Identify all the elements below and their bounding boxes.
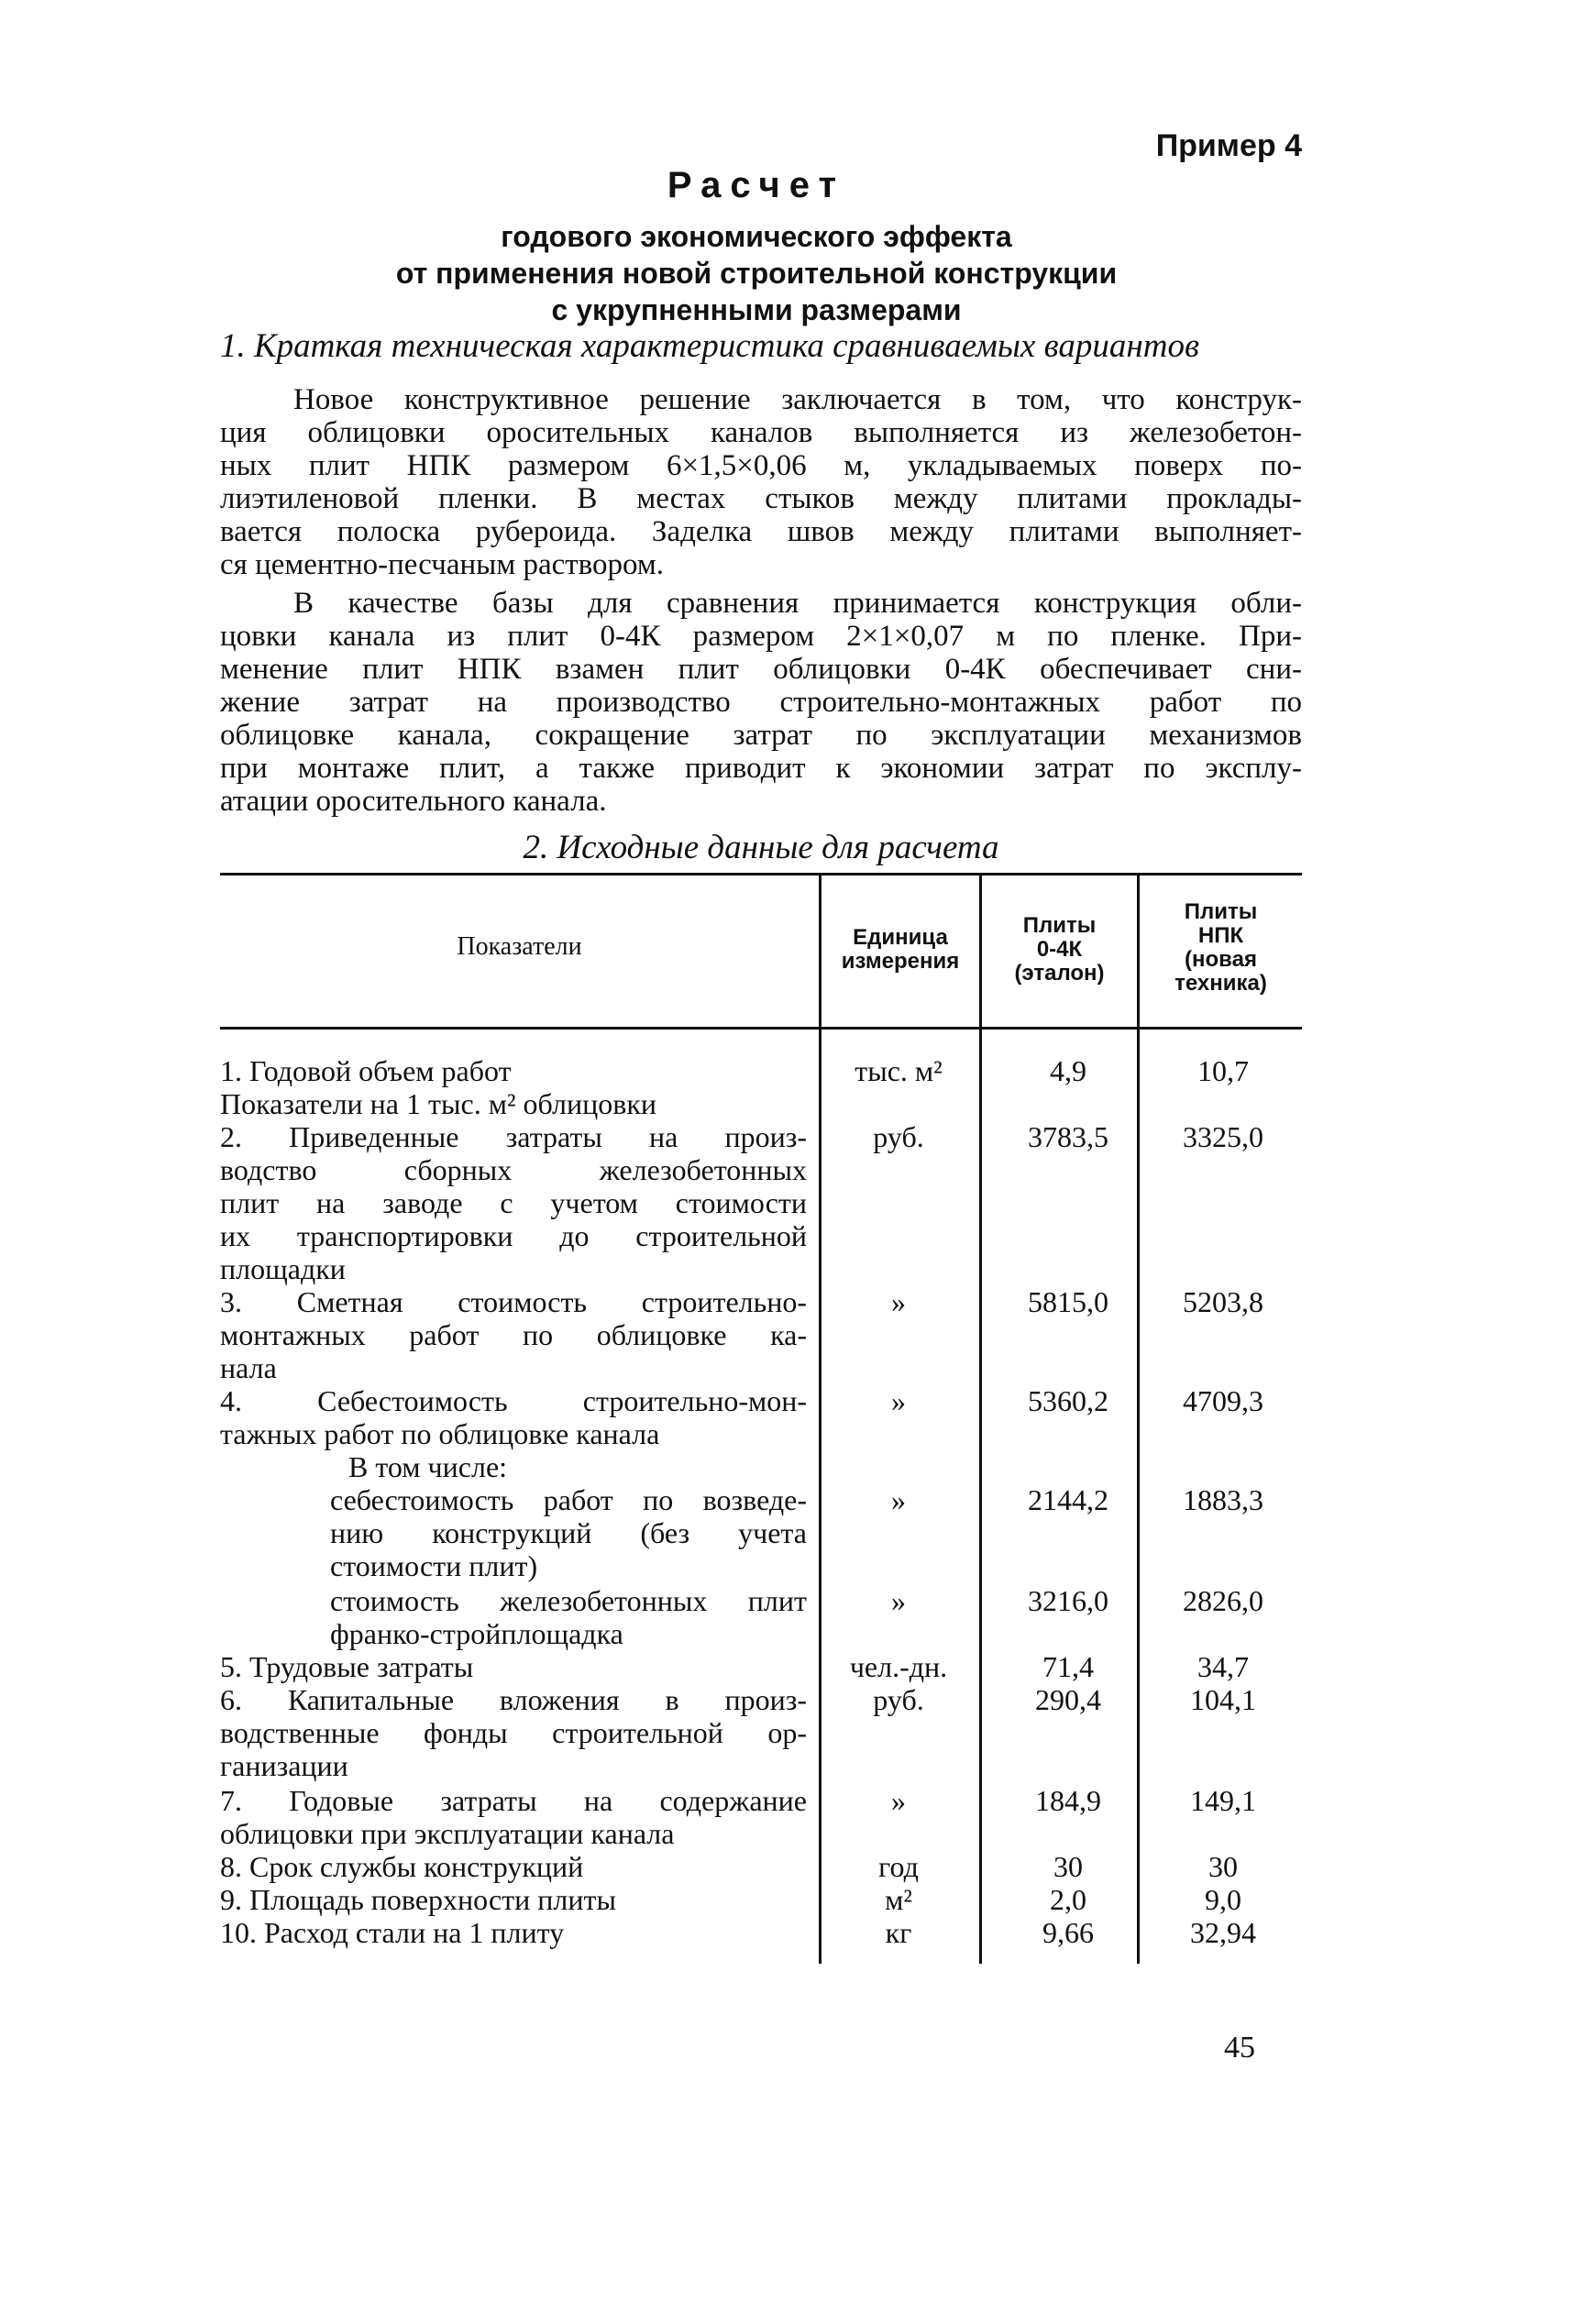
header-etalon: [982, 914, 1137, 986]
header-unit: [822, 926, 979, 974]
row-value-new: 10,7: [1197, 1054, 1249, 1087]
row-value-new: 30: [1208, 1850, 1238, 1883]
row-label: [220, 1120, 807, 1285]
column-divider: [819, 873, 822, 1964]
row-unit: »: [891, 1384, 906, 1417]
label-line: 10. Расход стали на 1 плиту: [220, 1916, 565, 1949]
subtitle-line: с укрупненными размерами: [551, 293, 962, 326]
label-line: себестоимость работ по возведе-: [330, 1483, 807, 1516]
text-line: ция облицовки оросительных каналов выполняется из железобетон-: [220, 416, 1302, 449]
row-value-etalon: 5815,0: [1028, 1285, 1108, 1318]
text-line: Новое конструктивное решение заключается в том, что конструк-: [293, 383, 1302, 416]
row-value-etalon: 9,66: [1042, 1916, 1094, 1949]
page-number: 45: [1224, 2031, 1255, 2065]
row-value-etalon: 3783,5: [1028, 1120, 1108, 1153]
header-indicators: Показатели: [457, 932, 582, 961]
row-value-etalon: 3216,0: [1028, 1584, 1108, 1617]
row-value-new: 3325,0: [1183, 1120, 1263, 1153]
row-value-etalon: 2,0: [1050, 1883, 1086, 1916]
text-line: вается полоска рубероида. Заделка швов между плитами выполняет-: [220, 515, 1302, 548]
row-value-new: 5203,8: [1183, 1285, 1263, 1318]
column-divider: [979, 873, 982, 1964]
header-new-tech: [1140, 900, 1302, 996]
section-heading-input-data: 2. Исходные данные для расчета: [523, 829, 999, 866]
table-header-rule: [220, 1027, 1302, 1030]
label-line: 8. Срок службы конструкций: [220, 1850, 584, 1883]
row-label: [220, 1384, 807, 1450]
row-value-etalon: 4,9: [1050, 1054, 1086, 1087]
row-label: [220, 1784, 807, 1850]
paragraph-new-design: [220, 383, 1302, 581]
row-unit: чел.-дн.: [849, 1650, 948, 1683]
text-line: ных плит НПК размером 6×1,5×0,06 м, укладываемых поверх по-: [220, 449, 1302, 482]
row-label: [220, 1883, 807, 1916]
row-label: [275, 1450, 807, 1483]
header-line: (эталон): [1014, 961, 1105, 986]
text-line: при монтаже плит, а также приводит к экономии затрат по эксплу-: [220, 752, 1302, 785]
row-value-new: 149,1: [1190, 1784, 1256, 1817]
label-line: 5. Трудовые затраты: [220, 1650, 474, 1683]
paragraph-base-comparison: [220, 587, 1302, 818]
row-unit: »: [891, 1784, 906, 1817]
label-line: ганизации: [220, 1749, 348, 1782]
table-top-rule: [220, 873, 1302, 876]
text-line: менение плит НПК взамен плит облицовки 0-4К обеспечивает сни-: [220, 653, 1302, 686]
row-value-new: 9,0: [1205, 1883, 1241, 1916]
row-value-etalon: 2144,2: [1028, 1483, 1108, 1516]
text-line: ся цементно-песчаным раствором.: [220, 548, 665, 581]
row-value-etalon: 184,9: [1035, 1784, 1101, 1817]
header-line: Плиты: [1022, 913, 1097, 938]
header-line: техника): [1174, 971, 1267, 996]
section-heading-characteristics: 1. Краткая техническая характеристика сравниваемых вариантов: [220, 327, 1200, 365]
row-label: [220, 1054, 807, 1087]
label-line: их транспортировки до строительной: [220, 1219, 807, 1252]
label-line: водство сборных железобетонных: [220, 1153, 807, 1186]
row-value-new: 32,94: [1190, 1916, 1256, 1949]
row-unit: кг: [885, 1916, 912, 1949]
label-line: нала: [220, 1351, 277, 1384]
row-label: [220, 1850, 807, 1883]
row-value-new: 2826,0: [1183, 1584, 1263, 1617]
row-label: [220, 1087, 807, 1120]
label-line: 4. Себестоимость строительно-мон-: [220, 1384, 807, 1417]
row-value-etalon: 5360,2: [1028, 1384, 1108, 1417]
row-value-etalon: 30: [1053, 1850, 1083, 1883]
row-label: [220, 1916, 807, 1949]
subtitle-line: от применения новой строительной конструкции: [395, 257, 1118, 290]
text-line: жение затрат на производство строительно-монтажных работ по: [220, 686, 1302, 719]
row-label: [220, 1683, 807, 1782]
row-unit: »: [891, 1483, 906, 1516]
document-subtitle: [220, 218, 1293, 328]
label-line: монтажных работ по облицовке ка-: [220, 1318, 807, 1351]
row-unit: руб.: [873, 1683, 924, 1716]
row-value-new: 34,7: [1197, 1650, 1249, 1683]
label-line: 3. Сметная стоимость строительно-: [220, 1285, 807, 1318]
label-line: стоимость железобетонных плит: [330, 1584, 807, 1617]
row-unit: »: [891, 1584, 906, 1617]
text-line: В качестве базы для сравнения принимается конструкция обли-: [293, 587, 1302, 620]
label-line: Показатели на 1 тыс. м² облицовки: [220, 1087, 657, 1120]
text-line: облицовке канала, сокращение затрат по эксплуатации механизмов: [220, 719, 1302, 752]
row-unit: тыс. м²: [855, 1054, 943, 1087]
row-label: [330, 1483, 807, 1582]
label-line: 2. Приведенные затраты на произ-: [220, 1120, 807, 1153]
label-line: водственные фонды строительной ор-: [220, 1716, 807, 1749]
label-line: нию конструкций (без учета: [330, 1516, 807, 1549]
row-unit: м²: [885, 1883, 912, 1916]
label-line: В том числе:: [348, 1450, 508, 1483]
row-value-new: 1883,3: [1183, 1483, 1263, 1516]
header-line: Плиты: [1184, 899, 1258, 924]
row-label: [220, 1285, 807, 1384]
header-line: (новая: [1185, 947, 1257, 972]
label-line: 9. Площадь поверхности плиты: [220, 1883, 616, 1916]
header-line: измерения: [841, 949, 960, 974]
example-label: Пример 4: [1155, 128, 1302, 163]
header-line: НПК: [1197, 923, 1244, 948]
label-line: 7. Годовые затраты на содержание: [220, 1784, 807, 1817]
text-line: атации оросительного канала.: [220, 785, 607, 818]
row-unit: год: [878, 1850, 919, 1883]
row-value-new: 104,1: [1190, 1683, 1256, 1716]
subtitle-line: годового экономического эффекта: [501, 220, 1012, 253]
row-label: [220, 1650, 807, 1683]
row-value-new: 4709,3: [1183, 1384, 1263, 1417]
row-unit: руб.: [873, 1120, 924, 1153]
row-label: [330, 1584, 807, 1650]
row-unit: »: [891, 1285, 906, 1318]
label-line: франко-стройплощадка: [330, 1617, 623, 1650]
label-line: площадки: [220, 1252, 346, 1285]
document-title: Расчет: [667, 165, 846, 205]
label-line: облицовки при эксплуатации канала: [220, 1817, 675, 1850]
header-line: 0-4К: [1036, 937, 1083, 962]
label-line: тажных работ по облицовке канала: [220, 1417, 660, 1450]
header-line: Единица: [853, 925, 948, 950]
text-line: цовки канала из плит 0-4К размером 2×1×0,07 м по пленке. При-: [220, 620, 1302, 653]
label-line: плит на заводе с учетом стоимости: [220, 1186, 807, 1219]
label-line: стоимости плит): [330, 1549, 538, 1582]
label-line: 1. Годовой объем работ: [220, 1054, 512, 1087]
row-value-etalon: 290,4: [1035, 1683, 1101, 1716]
input-data-table: [220, 873, 1302, 2019]
row-value-etalon: 71,4: [1042, 1650, 1094, 1683]
label-line: 6. Капитальные вложения в произ-: [220, 1683, 807, 1716]
text-line: лиэтиленовой пленки. В местах стыков между плитами проклады-: [220, 482, 1302, 515]
